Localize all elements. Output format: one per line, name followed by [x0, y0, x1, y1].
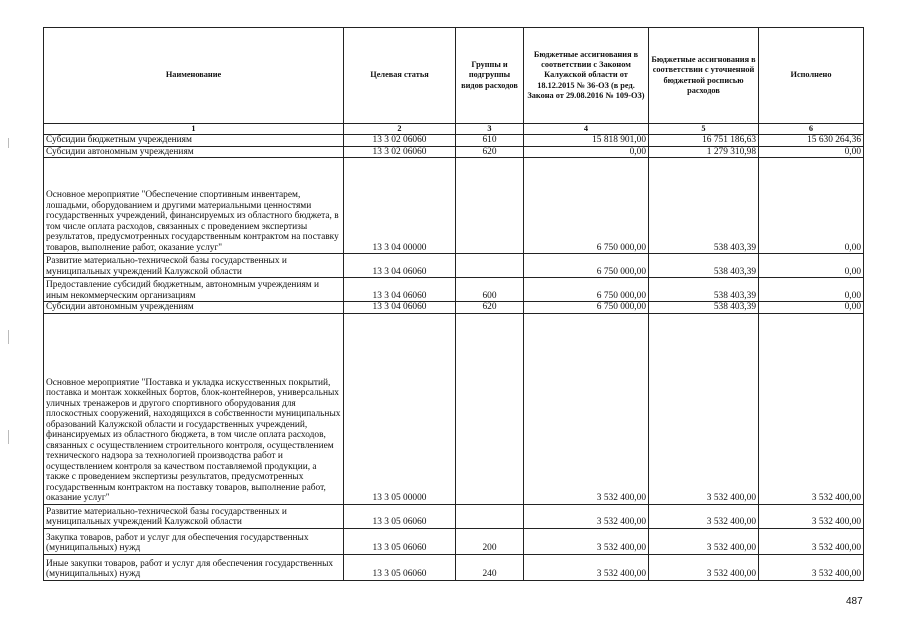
row-refined-amount: 3 532 400,00 [649, 554, 759, 580]
row-expense-group: 620 [456, 302, 524, 314]
row-target-article: 13 3 02 06060 [344, 146, 456, 158]
table-row [44, 302, 864, 314]
row-law-amount: 15 818 901,00 [524, 135, 649, 147]
header-target-article: Целевая статья [344, 28, 456, 124]
row-target-article: 13 3 04 06060 [344, 302, 456, 314]
row-target-article: 13 3 02 06060 [344, 135, 456, 147]
scan-margin-mark [8, 430, 9, 444]
budget-table [43, 27, 864, 581]
row-expense-group: 620 [456, 146, 524, 158]
column-number: 6 [759, 124, 864, 135]
row-expense-group [456, 158, 524, 254]
row-name: Основное мероприятие "Обеспечение спортивным инвентарем, лошадьми, оборудованием и другими материальными ценностями государственных учреждений, финансируемых из областного бюджета, в том числе оплата расходов, связанных с проведением экспертизы результатов, предусмотренных государственным контрактом на поставку товаров, выполнение работ, оказание услуг" [44, 158, 344, 254]
row-name: Иные закупки товаров, работ и услуг для обеспечения государственных (муниципальных) нужд [44, 554, 344, 580]
page-number: 487 [846, 596, 863, 607]
row-name: Развитие материально-технической базы государственных и муниципальных учреждений Калужской области [44, 504, 344, 528]
row-expense-group: 240 [456, 554, 524, 580]
row-law-amount: 3 532 400,00 [524, 554, 649, 580]
table-row [44, 278, 864, 302]
table-row [44, 313, 864, 504]
row-executed-amount: 0,00 [759, 278, 864, 302]
row-executed-amount: 0,00 [759, 302, 864, 314]
row-target-article: 13 3 05 00000 [344, 313, 456, 504]
column-number: 5 [649, 124, 759, 135]
row-name: Закупка товаров, работ и услуг для обеспечения государственных (муниципальных) нужд [44, 528, 344, 554]
column-number: 2 [344, 124, 456, 135]
table-row [44, 528, 864, 554]
row-expense-group [456, 313, 524, 504]
row-refined-amount: 3 532 400,00 [649, 313, 759, 504]
header-expense-groups: Группы и подгруппы видов расходов [456, 28, 524, 124]
row-target-article: 13 3 04 00000 [344, 158, 456, 254]
row-target-article: 13 3 04 06060 [344, 278, 456, 302]
row-expense-group: 200 [456, 528, 524, 554]
row-executed-amount: 3 532 400,00 [759, 504, 864, 528]
row-refined-amount: 538 403,39 [649, 302, 759, 314]
table-row [44, 158, 864, 254]
row-law-amount: 3 532 400,00 [524, 313, 649, 504]
row-executed-amount: 0,00 [759, 158, 864, 254]
row-target-article: 13 3 05 06060 [344, 528, 456, 554]
header-refined-allocations: Бюджетные ассигнования в соответствии с уточненной бюджетной росписью расходов [649, 28, 759, 124]
row-law-amount: 6 750 000,00 [524, 278, 649, 302]
row-name: Субсидии автономным учреждениям [44, 146, 344, 158]
row-name: Предоставление субсидий бюджетным, автономным учреждениям и иным некоммерческим организациям [44, 278, 344, 302]
column-number: 4 [524, 124, 649, 135]
row-refined-amount: 538 403,39 [649, 254, 759, 278]
row-name: Развитие материально-технической базы государственных и муниципальных учреждений Калужской области [44, 254, 344, 278]
table-row [44, 504, 864, 528]
row-refined-amount: 3 532 400,00 [649, 504, 759, 528]
row-expense-group [456, 504, 524, 528]
table-row [44, 554, 864, 580]
row-refined-amount: 16 751 186,63 [649, 135, 759, 147]
column-number: 1 [44, 124, 344, 135]
table-row [44, 254, 864, 278]
row-law-amount: 3 532 400,00 [524, 504, 649, 528]
row-law-amount: 0,00 [524, 146, 649, 158]
row-name: Субсидии бюджетным учреждениям [44, 135, 344, 147]
row-executed-amount: 0,00 [759, 146, 864, 158]
header-executed: Исполнено [759, 28, 864, 124]
table-row [44, 146, 864, 158]
row-law-amount: 6 750 000,00 [524, 254, 649, 278]
row-refined-amount: 538 403,39 [649, 158, 759, 254]
row-executed-amount: 0,00 [759, 254, 864, 278]
table-row [44, 135, 864, 147]
row-name: Основное мероприятие "Поставка и укладка искусственных покрытий, поставка и монтаж хоккейных бортов, блок-контейнеров, универсальных уличных тренажеров и другого спортивного оборудования для плоскостных сооружений, находящихся в собственности муниципальных образований Калужской области и государственных учреждений, финансируемых из областного бюджета, в том числе оплата расходов, связанных с осуществлением строительного контроля, осуществлением технического надзора за технологией производства работ и осуществлением контроля за качеством поставляемой продукции, а также с проведением экспертизы результатов, предусмотренных государственным контрактом на поставку товаров, выполнение работ, оказание услуг" [44, 313, 344, 504]
header-law-allocations: Бюджетные ассигнования в соответствии с Законом Калужской области от 18.12.2015 № 36-ОЗ (в ред. Закона от 29.08.2016 № 109-ОЗ) [524, 28, 649, 124]
row-expense-group: 610 [456, 135, 524, 147]
row-name: Субсидии автономным учреждениям [44, 302, 344, 314]
row-expense-group [456, 254, 524, 278]
row-law-amount: 6 750 000,00 [524, 302, 649, 314]
row-executed-amount: 3 532 400,00 [759, 528, 864, 554]
table-header-row [44, 28, 864, 124]
row-executed-amount: 15 630 264,36 [759, 135, 864, 147]
column-number-row [44, 124, 864, 135]
row-target-article: 13 3 05 06060 [344, 554, 456, 580]
row-law-amount: 3 532 400,00 [524, 528, 649, 554]
row-refined-amount: 538 403,39 [649, 278, 759, 302]
row-executed-amount: 3 532 400,00 [759, 554, 864, 580]
header-name: Наименование [44, 28, 344, 124]
row-executed-amount: 3 532 400,00 [759, 313, 864, 504]
column-number: 3 [456, 124, 524, 135]
row-refined-amount: 3 532 400,00 [649, 528, 759, 554]
row-expense-group: 600 [456, 278, 524, 302]
row-refined-amount: 1 279 310,98 [649, 146, 759, 158]
scan-margin-mark [8, 138, 9, 148]
row-law-amount: 6 750 000,00 [524, 158, 649, 254]
row-target-article: 13 3 04 06060 [344, 254, 456, 278]
row-target-article: 13 3 05 06060 [344, 504, 456, 528]
scan-margin-mark [8, 330, 9, 344]
